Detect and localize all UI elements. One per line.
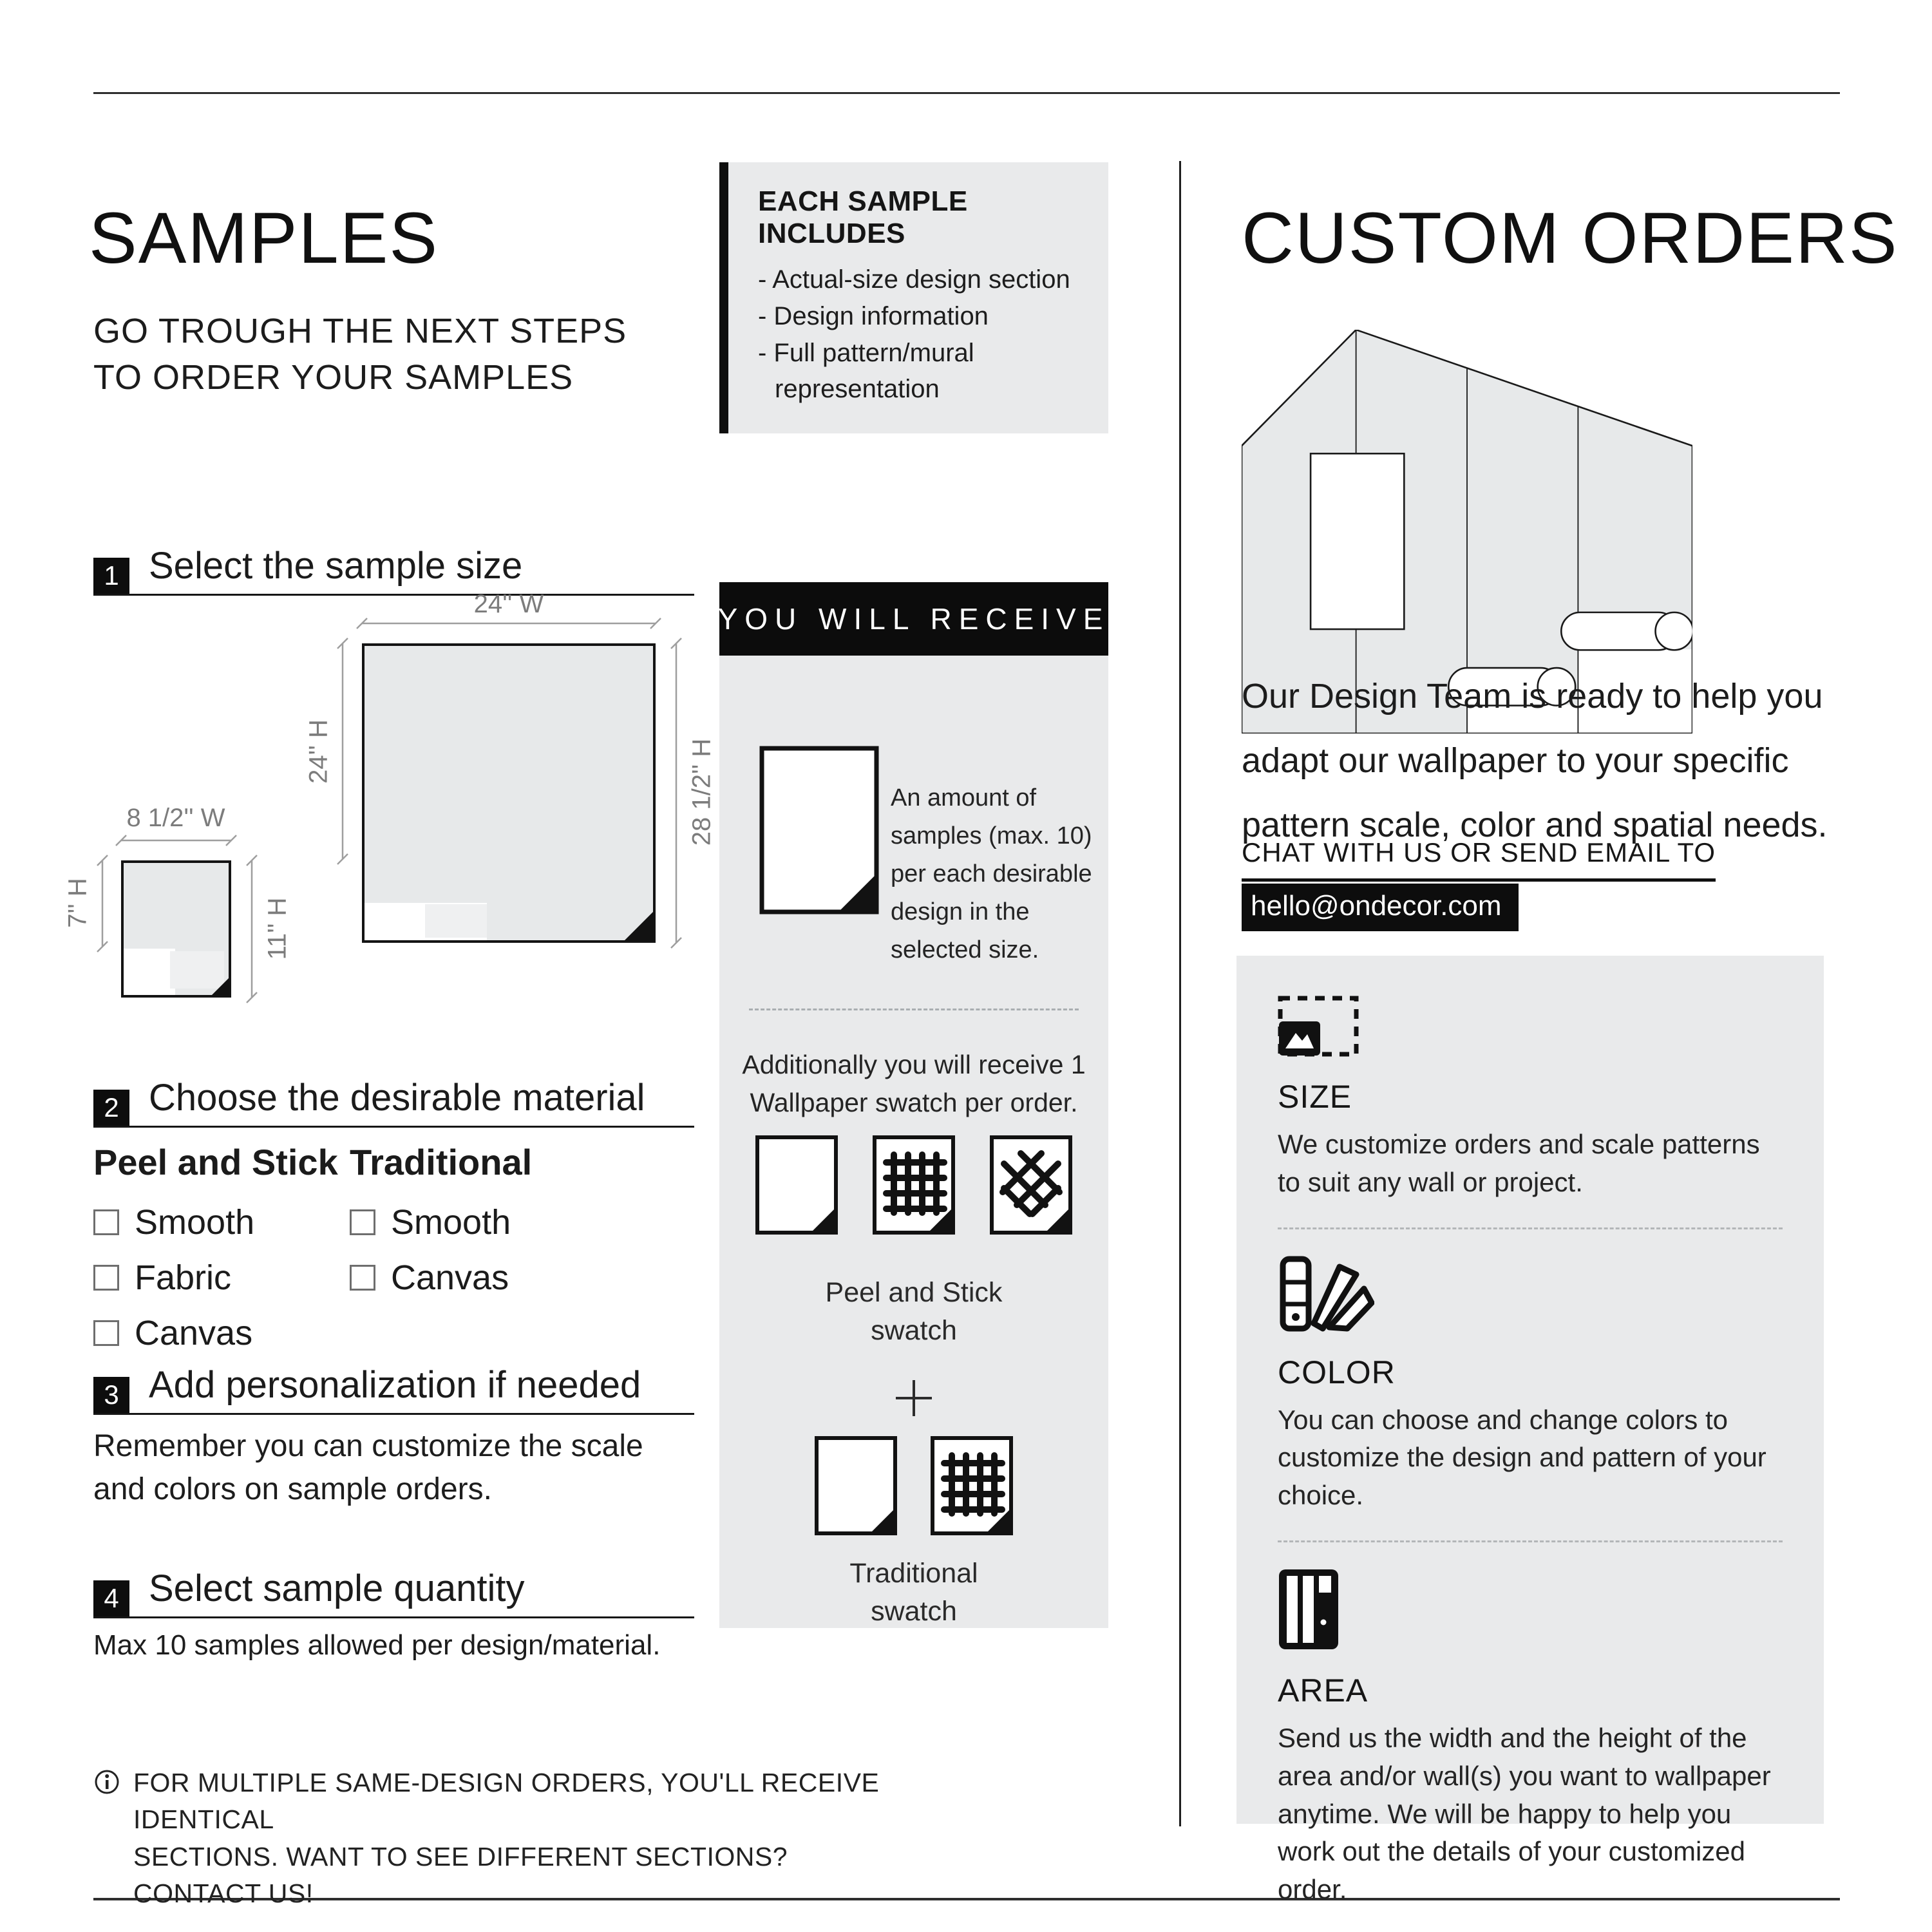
color-swatches-icon xyxy=(1278,1255,1374,1332)
checkbox[interactable] xyxy=(93,1209,119,1235)
info-icon xyxy=(93,1768,120,1795)
traditional-swatch-row xyxy=(815,1436,1013,1535)
wall-door-icon xyxy=(1278,1568,1340,1651)
paper-fold-corner xyxy=(211,978,229,996)
samples-title: SAMPLES xyxy=(89,198,439,279)
includes-item: - Design information xyxy=(758,301,989,330)
traditional-title: Traditional xyxy=(350,1142,533,1182)
sample-size-diagram xyxy=(63,590,716,1011)
column-divider xyxy=(1179,161,1181,1826)
step-1-number-badge: 1 xyxy=(93,558,129,594)
blank-swatch-icon xyxy=(815,1436,897,1535)
footnote-line-1: FOR MULTIPLE SAME-DESIGN ORDERS, YOU'LL RECEIVE IDENTICAL xyxy=(133,1768,880,1835)
step-3-note: Remember you can customize the scale and colors on sample orders. xyxy=(93,1429,643,1507)
area-heading: AREA xyxy=(1278,1672,1368,1709)
step-3-number-badge: 3 xyxy=(93,1377,129,1413)
email-link[interactable]: hello@ondecor.com xyxy=(1242,884,1519,931)
area-body: Send us the width and the height of the area and/or wall(s) you want to wallpaper anytime. We will be happy to help you work out the details of your customized order. xyxy=(1278,1722,1771,1905)
large-sample-paper xyxy=(362,643,656,943)
step-1-title: Select the sample size xyxy=(149,545,523,587)
material-option-trad-smooth xyxy=(350,1202,532,1242)
step-4-note: Max 10 samples allowed per design/material. xyxy=(93,1629,661,1661)
sample-paper-icon xyxy=(759,746,879,914)
step-1-header xyxy=(93,544,694,596)
large-width-label: 24'' W xyxy=(473,590,544,618)
dashed-divider xyxy=(1278,1227,1783,1229)
peel-and-stick-column xyxy=(93,1141,338,1368)
footnote-text xyxy=(133,1765,905,1913)
includes-item: - Actual-size design section xyxy=(758,265,1070,294)
checkbox[interactable] xyxy=(350,1265,375,1291)
large-height-right-label: 28 1/2'' H xyxy=(687,738,716,846)
crosshatch-swatch-icon xyxy=(990,1135,1072,1235)
option-label: Smooth xyxy=(391,1203,511,1242)
footnote xyxy=(93,1765,905,1913)
size-body: We customize orders and scale patterns to suit any wall or project. xyxy=(1278,1129,1760,1197)
blank-swatch-icon xyxy=(755,1135,838,1235)
footnote-line-2: SECTIONS. WANT TO SEE DIFFERENT SECTIONS? CONTACT US! xyxy=(133,1841,788,1909)
additional-text: Additionally you will receive 1 Wallpaper swatch per order. xyxy=(742,1050,1086,1118)
custom-intro: Our Design Team is ready to help you adapt our wallpaper to your specific pattern scale, color and spatial needs. xyxy=(1242,677,1828,844)
chat-label: CHAT WITH US OR SEND EMAIL TO xyxy=(1242,837,1716,882)
small-height-left-label: 7'' H xyxy=(63,878,92,928)
step-4-title: Select sample quantity xyxy=(149,1567,525,1609)
checkbox[interactable] xyxy=(93,1320,119,1346)
step-3-title: Add personalization if needed xyxy=(149,1364,641,1406)
you-will-receive-panel xyxy=(719,656,1108,1628)
caption-line: swatch xyxy=(871,1596,957,1627)
traditional-column xyxy=(350,1141,532,1313)
custom-orders-panel xyxy=(1236,956,1824,1905)
paper-fold-corner xyxy=(624,911,654,941)
material-option-peel-smooth xyxy=(93,1202,338,1242)
color-body: You can choose and change colors to customize the design and pattern of your choice. xyxy=(1278,1404,1766,1511)
peel-and-stick-title: Peel and Stick xyxy=(93,1142,338,1182)
step-4-header xyxy=(93,1567,694,1618)
materials-block xyxy=(93,1141,696,1354)
each-sample-includes-box xyxy=(719,162,1108,433)
material-option-peel-fabric xyxy=(93,1258,338,1298)
traditional-swatch-caption xyxy=(719,1555,1108,1631)
dashed-divider xyxy=(749,1009,1079,1010)
small-width-label: 8 1/2'' W xyxy=(126,804,225,832)
option-label: Smooth xyxy=(135,1203,255,1242)
color-heading: COLOR xyxy=(1278,1354,1396,1390)
peel-and-stick-swatch-row xyxy=(755,1135,1072,1235)
dashed-divider xyxy=(1278,1540,1783,1542)
amount-text: An amount of samples (max. 10) per each desirable design in the selected size. xyxy=(891,784,1092,963)
step-2-header xyxy=(93,1076,694,1128)
option-label: Fabric xyxy=(135,1258,232,1297)
material-option-peel-canvas xyxy=(93,1313,338,1353)
material-option-trad-canvas xyxy=(350,1258,532,1298)
plus-icon xyxy=(894,1378,934,1418)
small-sample-paper xyxy=(121,860,231,998)
grid-swatch-icon xyxy=(931,1436,1013,1535)
checkbox[interactable] xyxy=(350,1209,375,1235)
small-height-right-label: 11'' H xyxy=(263,897,292,960)
checkbox[interactable] xyxy=(93,1265,119,1291)
peel-swatch-caption xyxy=(719,1274,1108,1350)
option-label: Canvas xyxy=(135,1314,253,1352)
large-height-left-label: 24'' H xyxy=(304,719,333,784)
samples-intro: GO TROUGH THE NEXT STEPS TO ORDER YOUR SAMPLES xyxy=(93,312,627,397)
size-heading: SIZE xyxy=(1278,1079,1352,1115)
top-rule xyxy=(93,92,1840,94)
step-4-number-badge: 4 xyxy=(93,1580,129,1616)
you-will-receive-header: YOU WILL RECEIVE xyxy=(719,582,1108,656)
includes-item: - Full pattern/mural representation xyxy=(758,338,974,404)
step-2-number-badge: 2 xyxy=(93,1090,129,1126)
step-2-title: Choose the desirable material xyxy=(149,1077,645,1119)
caption-line: Peel and Stick xyxy=(825,1277,1003,1308)
custom-orders-title: CUSTOM ORDERS xyxy=(1242,198,1899,279)
grid-swatch-icon xyxy=(873,1135,955,1235)
resize-image-icon xyxy=(1278,996,1359,1057)
caption-line: swatch xyxy=(871,1315,957,1347)
includes-title: EACH SAMPLE INCLUDES xyxy=(758,185,968,249)
caption-line: Traditional xyxy=(849,1558,978,1589)
step-3-header xyxy=(93,1363,694,1415)
option-label: Canvas xyxy=(391,1258,509,1297)
